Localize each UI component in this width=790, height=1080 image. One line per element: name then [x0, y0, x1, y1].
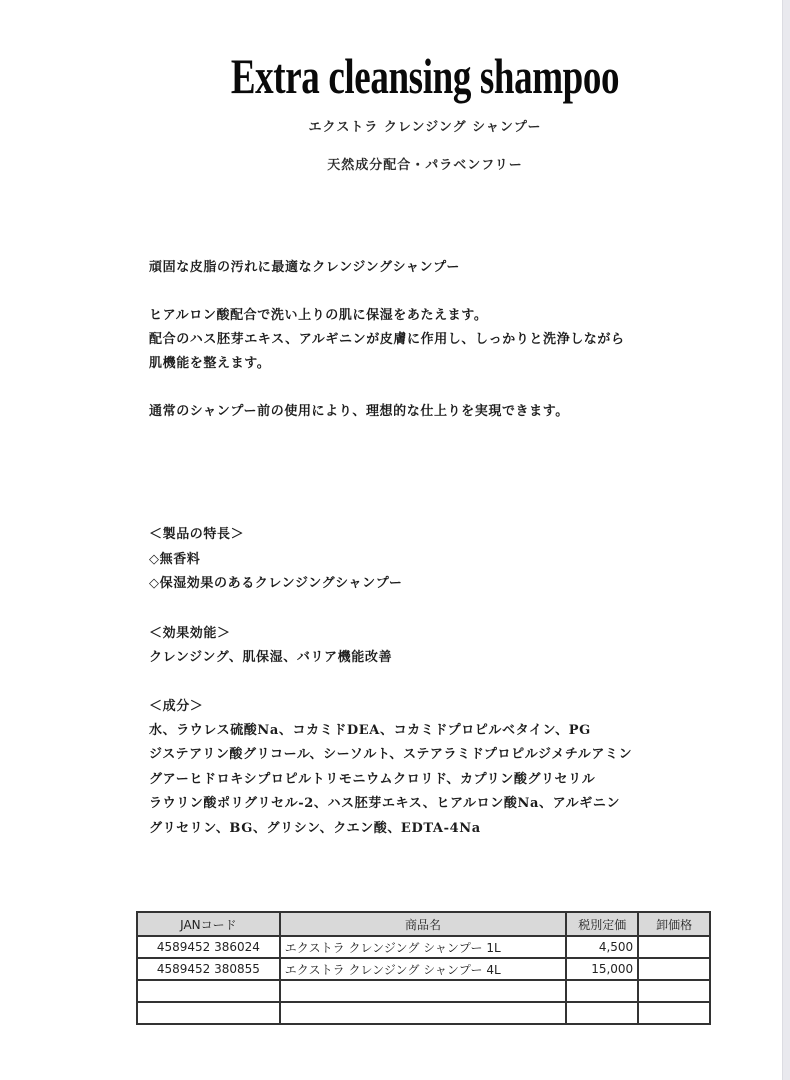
cell-list-price — [566, 980, 638, 1002]
price-table — [136, 911, 711, 1025]
ingredients-line: 水、ラウレス硫酸Na、コカミドDEA、コカミドプロピルベタイン、PG — [149, 723, 591, 738]
cell-product-name: エクストラ クレンジング シャンプー 4L — [280, 958, 567, 980]
cell-jan — [137, 980, 280, 1002]
column-header-product-name: 商品名 — [280, 912, 567, 936]
cell-wholesale-price — [638, 980, 710, 1002]
cell-jan — [137, 1002, 280, 1024]
intro-paragraph-line: ヒアルロン酸配合で洗い上りの肌に保湿をあたえます。 — [149, 308, 488, 323]
ingredients-line: グリセリン、BG、グリシン、クエン酸、EDTA-4Na — [149, 821, 481, 836]
column-header-jan: JANコード — [137, 912, 280, 936]
table-header-row — [137, 912, 710, 936]
effects-text: クレンジング、肌保湿、バリア機能改善 — [149, 650, 393, 665]
table-row — [137, 958, 710, 980]
intro-paragraph-line: 配合のハス胚芽エキス、アルギニンが皮膚に作用し、しっかりと洗浄しながら — [149, 332, 625, 347]
feature-item: ◇無香料 — [149, 552, 201, 567]
column-header-list-price: 税別定価 — [566, 912, 638, 936]
feature-item: ◇保湿効果のあるクレンジングシャンプー — [149, 576, 403, 591]
column-header-wholesale-price: 卸価格 — [638, 912, 710, 936]
page-title: Extra cleansing shampoo — [230, 48, 620, 104]
cell-wholesale-price — [638, 936, 710, 958]
cell-jan: 4589452 386024 — [137, 936, 280, 958]
cell-list-price: 15,000 — [566, 958, 638, 980]
subtitle-katakana: エクストラ クレンジング シャンプー — [308, 120, 542, 135]
scrollbar-track[interactable] — [782, 0, 790, 1080]
ingredients-heading: ＜成分＞ — [149, 699, 204, 714]
intro-paragraph-2: 通常のシャンプー前の使用により、理想的な仕上りを実現できます。 — [149, 404, 569, 419]
intro-paragraph-line: 肌機能を整えます。 — [149, 356, 271, 371]
cell-list-price: 4,500 — [566, 936, 638, 958]
table-row — [137, 1002, 710, 1024]
cell-wholesale-price — [638, 958, 710, 980]
effects-heading: ＜効果効能＞ — [149, 626, 231, 641]
subtitle-tagline: 天然成分配合・パラベンフリー — [327, 158, 523, 173]
features-heading: ＜製品の特長＞ — [149, 527, 245, 542]
ingredients-line: ジステアリン酸グリコール、シーソルト、ステアラミドプロピルジメチルアミン — [149, 747, 633, 762]
table-row — [137, 980, 710, 1002]
cell-wholesale-price — [638, 1002, 710, 1024]
table-row — [137, 936, 710, 958]
cell-list-price — [566, 1002, 638, 1024]
cell-product-name: エクストラ クレンジング シャンプー 1L — [280, 936, 567, 958]
ingredients-line: グアーヒドロキシプロピルトリモニウムクロリド、カプリン酸グリセリル — [149, 772, 596, 787]
cell-product-name — [280, 1002, 567, 1024]
intro-lead: 頑固な皮脂の汚れに最適なクレンジングシャンプー — [149, 260, 460, 275]
cell-jan: 4589452 380855 — [137, 958, 280, 980]
ingredients-line: ラウリン酸ポリグリセル-2、ハス胚芽エキス、ヒアルロン酸Na、アルギニン — [149, 796, 621, 811]
cell-product-name — [280, 980, 567, 1002]
